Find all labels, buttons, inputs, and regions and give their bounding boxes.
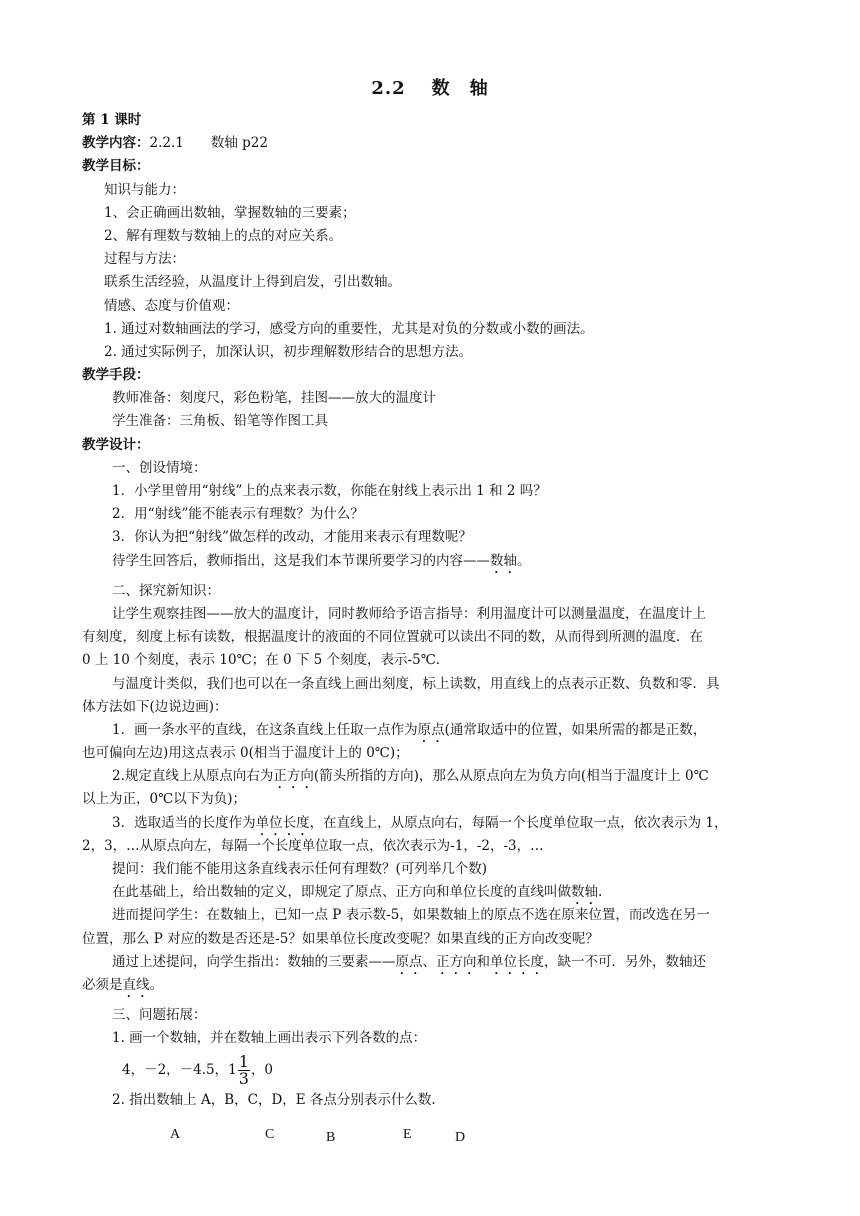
paragraph-line: 位置，那么 P 对应的数是否还是-5？如果单位长度改变呢？如果直线的正方向改变呢？ [82,930,599,947]
means-line: 教师准备：刻度尺，彩色粉笔，挂图——放大的温度计 [112,390,436,407]
text-run: ，缺一不可．另外，数轴还 [544,953,706,970]
emphasized-term: 数轴 [490,552,517,569]
goal-line: 联系生活经验，从温度计上得到启发，引出数轴。 [104,274,401,291]
section-heading: 一、创设情境： [112,459,207,476]
paragraph-line [82,812,807,835]
question-line: 1．小学里曾用“射线”上的点来表示数，你能在射线上表示出 1 和 2 吗？ [112,483,547,499]
text-run: (通常取适中的位置，如果所需的都是正数， [444,721,707,738]
teaching-content [82,132,807,155]
emphasized-term: 直线 [122,976,150,993]
paragraph-line: 与温度计类似，我们也可以在一条直线上画出刻度，标上读数，用直线上的点表示正数、负数和零．具 [112,675,720,692]
paragraph-line: 0 上 10 个刻度，表示 10℃；在 0 下 5 个刻度，表示-5℃． [82,652,450,669]
paragraph-line [82,550,807,573]
number-line-point-labels [0,1125,860,1155]
question-line: 2．用“射线”能不能表示有理数？为什么？ [112,506,364,523]
text-run: (箭头所指的方向)，那么从原点向左为负方向(相当于温度计上 0℃ [313,768,709,785]
text-run: 必须是 [82,976,123,993]
text-run: 1．画一条水平的直线，在这条直线上任取一点作为 [112,721,418,738]
paragraph-line: 进而提问学生：在数轴上，已知一点 P 表示数-5，如果数轴上的原点不选在原来位置，而改选在另一 [112,907,710,924]
page-title [0,74,860,100]
paragraph-line: 以上为正，0℃以下为负)； [82,791,246,808]
content-value: 2.2.1 数轴 p22 [149,135,268,152]
emphasized-term: 原点 [417,721,445,738]
text-run: . [598,884,603,901]
emphasized-term: 原点 [395,953,423,970]
design-label: 教学设计： [82,436,150,453]
text-run: 和 [476,953,490,970]
point-label-e: E [403,1127,412,1142]
goal-line: 1. 通过对数轴画法的学习，感受方向的重要性，尤其是对负的分数或小数的画法。 [104,320,594,337]
fraction-denominator: 3 [238,1068,249,1088]
text-run: 3．选取适当的长度作为 [112,814,256,831]
goal-line: 知识与能力： [104,181,185,198]
point-label-c: C [265,1127,275,1142]
title-number: 2.2 [371,78,406,99]
paragraph-line: 体方法如下(边说边画)： [82,698,228,715]
point-label-b: B [326,1130,336,1145]
emphasized-term: 正方向 [436,953,477,970]
point-label-d: D [455,1130,466,1145]
paragraph-line: 有刻度，刻度上标有读数，根据温度计的液面的不同位置就可以读出不同的数，从而得到所测的温度．在 [82,629,703,646]
emphasized-term: 正方向 [273,768,314,785]
text-run: 待学生回答后，教师指出，这是我们本节课所要学习的内容—— [112,552,490,569]
goal-line: 2. 通过实际例子，加深认识，初步理解数形结合的思想方法。 [104,343,473,360]
fraction [238,1051,250,1088]
text-run: 。 [517,552,531,569]
section-heading: 二、探究新知识： [112,582,220,599]
exercise-line: 1. 画一个数轴，并在数轴上画出表示下列各数的点： [112,1030,427,1047]
numbers-text: ，0 [250,1061,274,1078]
means-label: 教学手段： [82,367,150,384]
goal-line: 情感、态度与价值观： [104,297,239,314]
paragraph-line [82,765,807,788]
goal-line: 1、会正确画出数轴，掌握数轴的三要素； [104,204,356,221]
paragraph-line [82,974,807,997]
lesson-period: 第 1 课时 [82,112,142,128]
point-label-a: A [170,1127,181,1142]
goal-line: 过程与方法： [104,251,185,268]
text-run: 在此基础上，给出数轴的定义，即规定了原点、正方向和单位长度的直线叫做 [112,884,571,901]
paragraph-line [82,881,807,904]
section-heading: 三、问题拓展： [112,1007,207,1024]
text-run: 、 [422,953,436,970]
text-run: ，在直线上，从原点向右，每隔一个长度单位取一点，依次表示为 1， [309,814,728,831]
emphasized-term: 单位长度 [490,953,544,970]
paragraph-line: 也可偏向左边)用这点表示 0(相当于温度计上的 0℃)； [82,745,409,762]
emphasized-term: 数轴 [571,884,598,901]
question-line: 3．你认为把“射线”做怎样的改动，才能用来表示有理数呢？ [112,529,472,546]
lesson-content [82,109,807,1112]
fraction-numerator: 1 [238,1051,249,1071]
goal-line: 2、解有理数与数轴上的点的对应关系。 [104,227,343,244]
goals-label: 教学目标： [82,158,150,175]
paragraph-line: 2，3，…从原点向左，每隔一个长度单位取一点，依次表示为-1，-2，-3，… [82,837,544,854]
text-run: 2.规定直线上从原点向右为 [112,768,274,785]
text-run: 通过上述提问，向学生指出：数轴的三要素—— [112,953,396,970]
title-text: 数 轴 [431,78,489,99]
emphasized-term: 单位长度 [255,814,310,831]
exercise-numbers [82,1051,807,1089]
text-run: 。 [149,976,163,993]
exercise-line: 2. 指出数轴上 A，B，C，D，E 各点分别表示什么数. [112,1091,436,1108]
means-line: 学生准备：三角板、铅笔等作图工具 [112,413,328,430]
numbers-text: 4，－2，－4.5，1 [122,1061,237,1078]
content-label: 教学内容： [82,135,150,152]
paragraph-line: 让学生观察挂图——放大的温度计，同时教师给予语言指导：利用温度计可以测量温度，在温度计上 [112,605,706,622]
paragraph-line [82,719,807,742]
paragraph-line [82,951,807,974]
paragraph-line: 提问：我们能不能用这条直线表示任何有理数？(可列举几个数) [112,861,488,877]
